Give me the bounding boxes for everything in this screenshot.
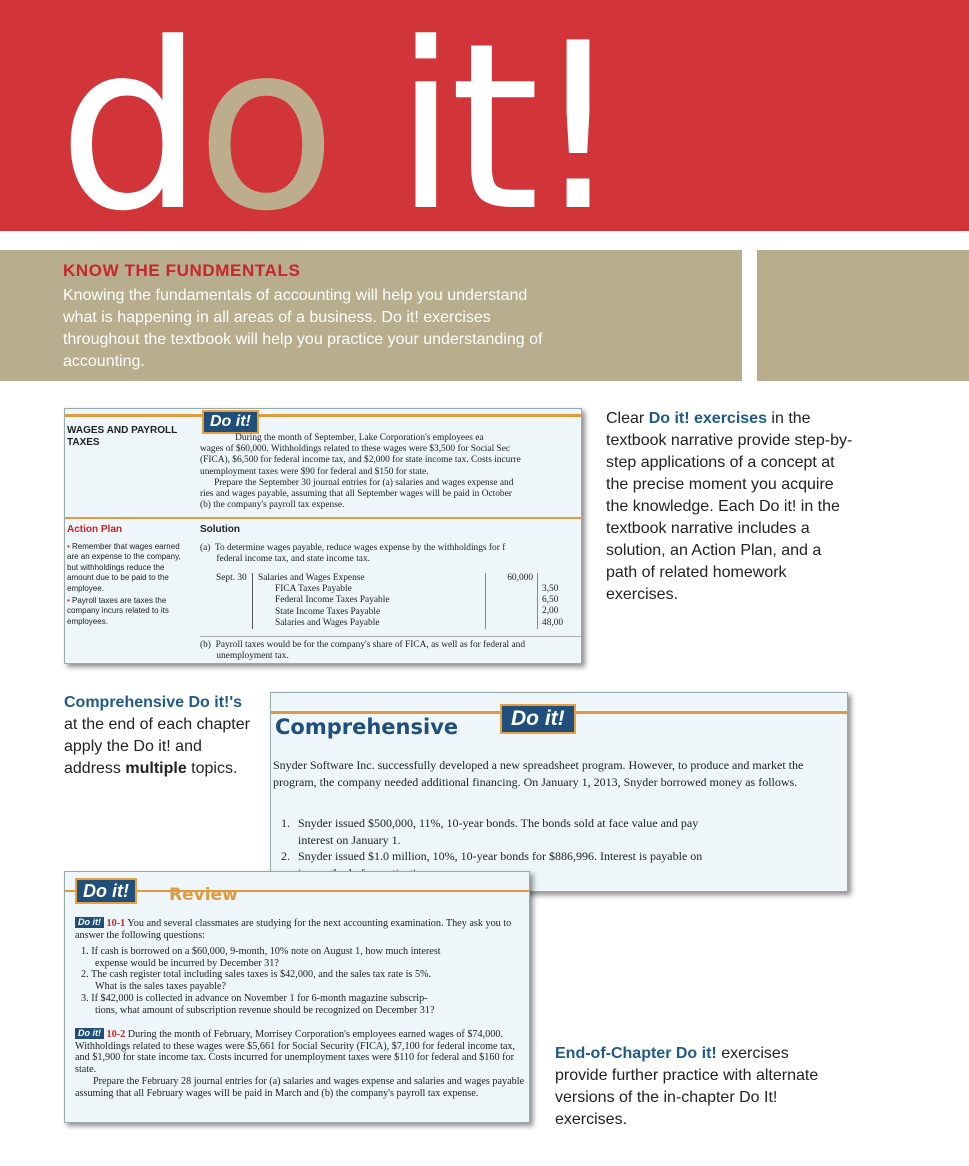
action-plan-label: Action Plan (67, 524, 123, 535)
journal-divider (252, 573, 253, 629)
hero-title-rest: it! (328, 0, 617, 231)
credit-amount: 6,50 (542, 595, 559, 606)
caption-highlight: End-of-Chapter Do it! (555, 1045, 717, 1062)
list-item-cont: expense would be incurred by December 31? (95, 957, 279, 969)
credit-amounts (542, 584, 582, 629)
question-list (81, 946, 527, 1016)
exercise-10-2: Do it! 10-2 During the month of February, Morrisey Corporation's employees earned wages of $74,000. Withholdings related to these wages were $5,661 for Social Security (FICA), $7,100 for federal income tax, and $1,900 for state income tax. Costs incurred for unemployment taxes were $110 for federal and $160 for state. Prepare the February 28 journal entries for (a) salaries and wages expense and salaries and wages payable assuming that all February wages will be paid in March and (b) the company's payroll tax expense. (75, 1028, 525, 1099)
action-plan-item: • Payroll taxes are taxes the company incurs related to its employees. (67, 596, 169, 626)
exercise-number: 10-2 (106, 1029, 126, 1040)
credit-account: State Income Taxes Payable (275, 606, 381, 617)
exercise-text: During the month of September, Lake Corporation's employees ea wages of $60,000. Withholdings related to these wages were $3,500 for Social Sec (FICA), $6,500 for federal income tax, and $2,000 for state income tax. Costs incurre unemployment taxes were $90 for federal and $150 for state. Prepare the September 30 journal entries for (a) salaries and wages expense and ries and wages payable, assuming that all September wages will be paid in October (b) the company's payroll tax expense. (200, 433, 521, 511)
journal-accounts (258, 573, 390, 629)
exercise-10-1: Do it! 10-1 You and several classmates are studying for the next accounting examination. They ask you to answer the following questions: (75, 917, 512, 941)
credit-amount: 3,50 (542, 584, 559, 594)
caption-end-of-chapter: End-of-Chapter Do it! exercises provide further practice with alternate versions of the in-chapter Do It! exercises. (555, 1045, 819, 1128)
journal-divider (537, 573, 538, 629)
caption-bold: multiple (125, 760, 187, 777)
fundamentals-body: Knowing the fundamentals of accounting will help you understand what is happening in all areas of a business. Do it! exercises throughout the textbook will help you practice your understanding of accounting. (63, 287, 543, 370)
hero-title-o: o (196, 0, 329, 231)
do-it-excerpt-payroll (64, 408, 582, 664)
list-item: 2. The cash register total including sales taxes is $42,000, and the sales tax rate is 5%. (81, 969, 432, 981)
do-it-badge: Do it! (202, 410, 259, 434)
credit-account: FICA Taxes Payable (275, 584, 352, 595)
hero-banner (0, 0, 969, 231)
excerpt-rule (200, 636, 582, 637)
band-side-block (757, 250, 969, 381)
exercise-number: 10-1 (106, 918, 126, 929)
solution-part-a: (a) To determine wages payable, reduce wages expense by the withholdings for f federal income tax, and state income tax. (200, 543, 506, 564)
hero-title-d: d (58, 0, 196, 231)
list-item: 3. If $42,000 is collected in advance on November 1 for 6-month magazine subscrip- (81, 992, 428, 1004)
review-do-it-excerpt (64, 871, 530, 1123)
caption-highlight: Do it! exercises (648, 410, 767, 427)
list-item-cont: tions, what amount of subscription revenue should be recognized on December 31? (95, 1004, 435, 1016)
credit-amount: 48,00 (542, 617, 564, 628)
solution-part-b: (b) Payroll taxes would be for the company's share of FICA, as well as for federal and unemployment tax. (200, 640, 526, 661)
credit-account: Federal Income Taxes Payable (275, 595, 390, 606)
hero-title (58, 0, 617, 231)
journal-date: Sept. 30 (216, 573, 247, 583)
credit-account: Salaries and Wages Payable (275, 617, 380, 628)
comprehensive-do-it-excerpt (270, 692, 848, 892)
do-it-badge: Do it! (500, 704, 576, 734)
exercise-text: Snyder Software Inc. successfully developed a new spreadsheet program. However, to produce and market the program, the company needed additional financing. On January 1, 2013, Snyder borrowed money as follows. (273, 758, 804, 789)
caption-do-it-exercises: Clear Do it! exercises in the textbook narrative provide step-by-step applications of a concept at the precise moment you acquire the knowledge. Each Do it! in the textbook narrative includes a solution, an Action Plan, and a path of related homework exercises. (606, 410, 853, 603)
list-item: 1. Snyder issued $500,000, 11%, 10-year bonds. The bonds sold at face value and pay (281, 816, 699, 830)
solution-label: Solution (200, 524, 240, 535)
credit-amount: 2,00 (542, 606, 559, 617)
list-item: 2. Snyder issued $1.0 million, 10%, 10-year bonds for $886,996. Interest is payable on (281, 849, 703, 863)
caption-comprehensive: Comprehensive Do it!'s at the end of each chapter apply the Do it! and address multiple topics. (64, 694, 250, 777)
fundamentals-band (0, 250, 742, 381)
list-item-cont: What is the sales taxes payable? (95, 981, 226, 993)
do-it-small-badge: Do it! (75, 917, 104, 928)
debit-account: Salaries and Wages Expense (258, 573, 365, 583)
fundamentals-heading: KNOW THE FUNDMENTALS (63, 261, 301, 280)
do-it-small-badge: Do it! (75, 1028, 104, 1039)
excerpt-rule (65, 517, 581, 519)
list-item: 1. If cash is borrowed on a $60,000, 9-month, 10% note on August 1, how much interest (81, 946, 441, 957)
exercise-10-2-instructions: Prepare the February 28 journal entries for (a) salaries and wages expense and salaries and wages payable assuming that all February wages will be paid in March and (b) the company's payroll tax expense. (75, 1075, 525, 1099)
journal-divider (485, 573, 486, 629)
excerpt-rule (65, 414, 581, 417)
action-plan-item: • Remember that wages earned are an expense to the company, but withholdings reduce the amount due to be paid to the employee. (67, 542, 181, 593)
caption-highlight: Comprehensive Do it!'s (64, 694, 243, 711)
list-item-cont: interest on January 1. (298, 832, 401, 847)
action-plan-list (67, 542, 185, 629)
do-it-badge: Do it! (75, 878, 137, 904)
review-title: Review (169, 885, 238, 905)
comprehensive-title: Comprehensive (275, 715, 459, 739)
debit-amount: 60,000 (507, 573, 533, 583)
section-heading: WAGES AND PAYROLL TAXES (67, 425, 178, 448)
